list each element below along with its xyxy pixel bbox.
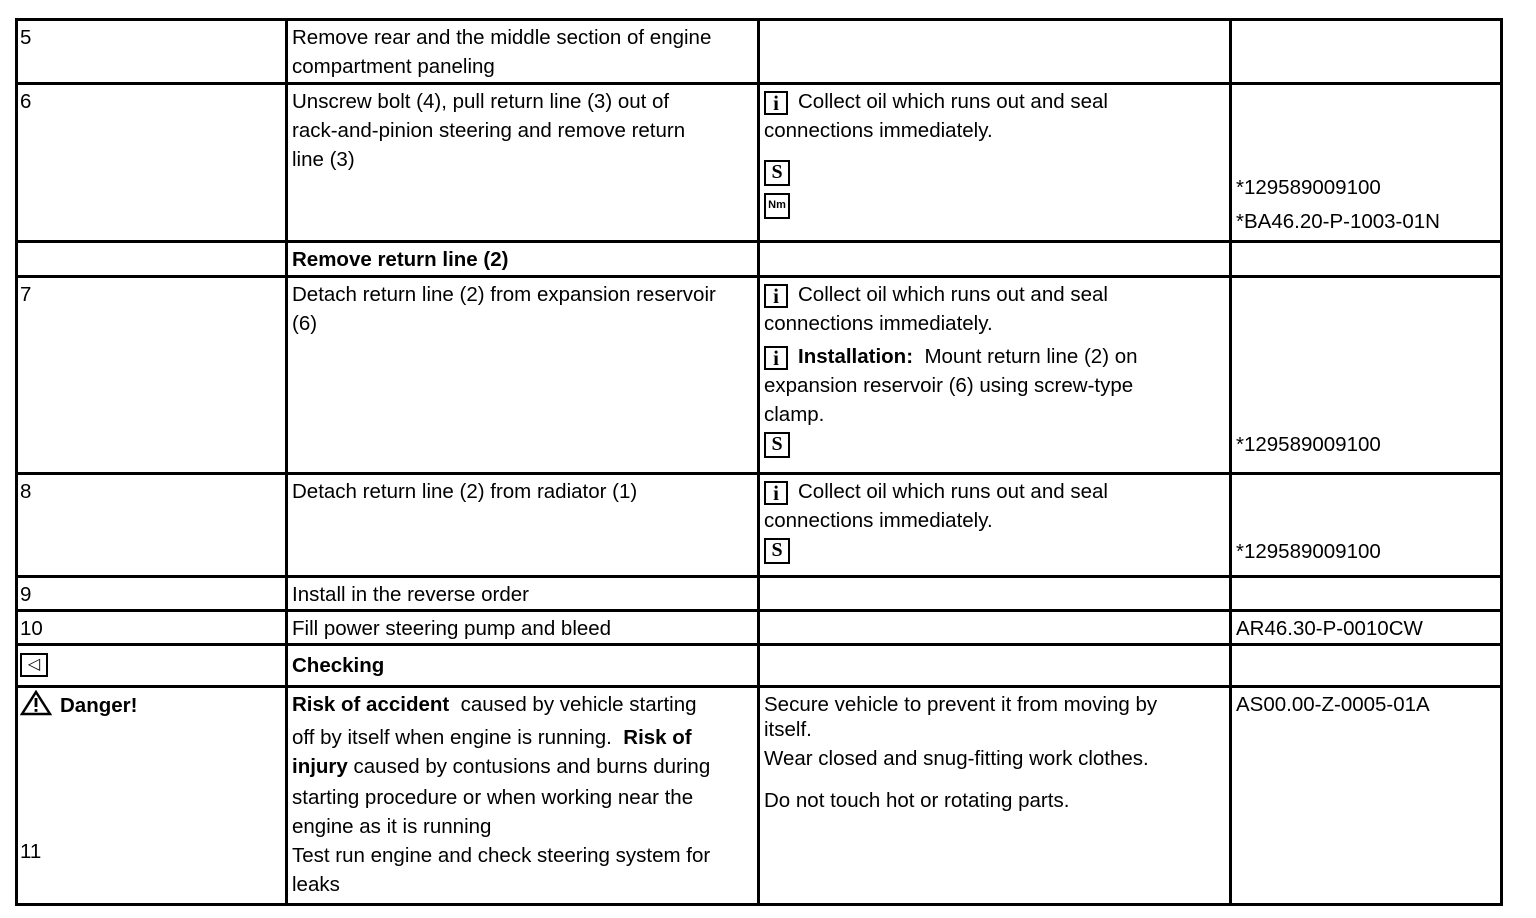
- note-line: connections immediately.: [764, 119, 993, 142]
- notes-cell: [759, 84, 1231, 242]
- action-line: Unscrew bolt (4), pull return line (3) out of: [292, 90, 670, 113]
- table-row-step-5: [17, 20, 1502, 84]
- reference-cell: [1231, 277, 1502, 474]
- note-text: Collect oil which runs out and seal: [798, 283, 1108, 306]
- action-line: Detach return line (2) from expansion reservoir: [292, 283, 716, 306]
- table-row-step-10: [17, 611, 1502, 645]
- table-row-section: [17, 242, 1502, 277]
- reference-cell: [1231, 20, 1502, 84]
- note-line: itself.: [764, 718, 812, 741]
- repair-procedure-table: [15, 18, 1503, 906]
- notes-cell: [759, 20, 1231, 84]
- action-line: leaks: [292, 873, 340, 896]
- installation-label: Installation:: [798, 345, 914, 368]
- note-text: Collect oil which runs out and seal: [798, 90, 1108, 113]
- step-number: 7: [17, 277, 287, 474]
- step-number: 5: [17, 20, 287, 84]
- table-row-step-11: [17, 687, 1502, 905]
- risk-label: Risk of: [623, 726, 692, 749]
- table-row-step-9: [17, 577, 1502, 611]
- notes-cell: [759, 277, 1231, 474]
- action-line: line (3): [292, 148, 355, 171]
- step-number: 6: [17, 84, 287, 242]
- section-heading: Checking: [287, 645, 759, 687]
- action-cell: [287, 20, 759, 84]
- action-cell: Install in the reverse order: [287, 577, 759, 611]
- notes-cell: [759, 687, 1231, 905]
- note-line: Wear closed and snug-fitting work clothes.: [764, 747, 1149, 770]
- notes-cell: [759, 474, 1231, 577]
- note-line: Do not touch hot or rotating parts.: [764, 789, 1070, 812]
- torque-reference: *BA46.20-P-1003-01N: [1236, 210, 1440, 233]
- installation-text: Mount return line (2) on: [924, 345, 1138, 368]
- note-line: connections immediately.: [764, 312, 993, 335]
- action-line: Remove rear and the middle section of engine: [292, 26, 712, 49]
- step-number: 8: [17, 474, 287, 577]
- info-icon: i: [764, 346, 788, 370]
- table-row-checking: [17, 645, 1502, 687]
- action-cell: Detach return line (2) from radiator (1): [287, 474, 759, 577]
- action-cell: [287, 277, 759, 474]
- installation-line: expansion reservoir (6) using screw-type: [764, 374, 1134, 397]
- action-cell: [287, 84, 759, 242]
- step-number: 10: [17, 611, 287, 645]
- danger-label: Danger!: [60, 694, 138, 717]
- note-line: [764, 477, 1225, 506]
- special-tool-icon: S: [764, 160, 790, 186]
- reference-cell: AR46.30-P-0010CW: [1231, 611, 1502, 645]
- tool-reference: *129589009100: [1236, 540, 1381, 563]
- info-icon: i: [764, 91, 788, 115]
- table-row-step-8: [17, 474, 1502, 577]
- note-line: [764, 280, 1225, 309]
- section-heading: Remove return line (2): [287, 242, 759, 277]
- action-cell: Risk of accident caused by vehicle starting off by itself when engine is running. Risk of injury caused by contusions and burns during starting procedure or when working near the engine as it is running Test run engine and check steering system for leaks: [287, 687, 759, 905]
- note-text: Collect oil which runs out and seal: [798, 480, 1108, 503]
- table-row-step-6: [17, 84, 1502, 242]
- reference-cell: [1231, 474, 1502, 577]
- torque-icon: Nm: [764, 193, 790, 219]
- tool-reference: *129589009100: [1236, 433, 1381, 456]
- installation-line: [764, 342, 1225, 371]
- tool-reference: *129589009100: [1236, 176, 1381, 199]
- check-icon: ◁: [20, 653, 48, 677]
- action-cell: Fill power steering pump and bleed: [287, 611, 759, 645]
- action-line: compartment paneling: [292, 55, 495, 78]
- warning-triangle-icon: [20, 690, 52, 716]
- risk-label: injury: [292, 755, 348, 778]
- special-tool-icon: S: [764, 432, 790, 458]
- action-line: Test run engine and check steering system for: [292, 844, 711, 867]
- note-line: connections immediately.: [764, 509, 993, 532]
- note-line: Secure vehicle to prevent it from moving by: [764, 693, 1158, 716]
- info-icon: i: [764, 481, 788, 505]
- installation-line: clamp.: [764, 403, 825, 426]
- table-row-step-7: [17, 277, 1502, 474]
- danger-cell: [17, 687, 287, 905]
- action-line: rack-and-pinion steering and remove return: [292, 119, 686, 142]
- special-tool-icon: S: [764, 538, 790, 564]
- step-number: 11: [20, 840, 42, 863]
- info-icon: i: [764, 284, 788, 308]
- reference-cell: AS00.00-Z-0005-01A: [1231, 687, 1502, 905]
- action-line: (6): [292, 312, 318, 335]
- note-line: [764, 87, 1225, 116]
- reference-cell: [1231, 84, 1502, 242]
- risk-label: Risk of accident: [292, 693, 450, 716]
- step-number: 9: [17, 577, 287, 611]
